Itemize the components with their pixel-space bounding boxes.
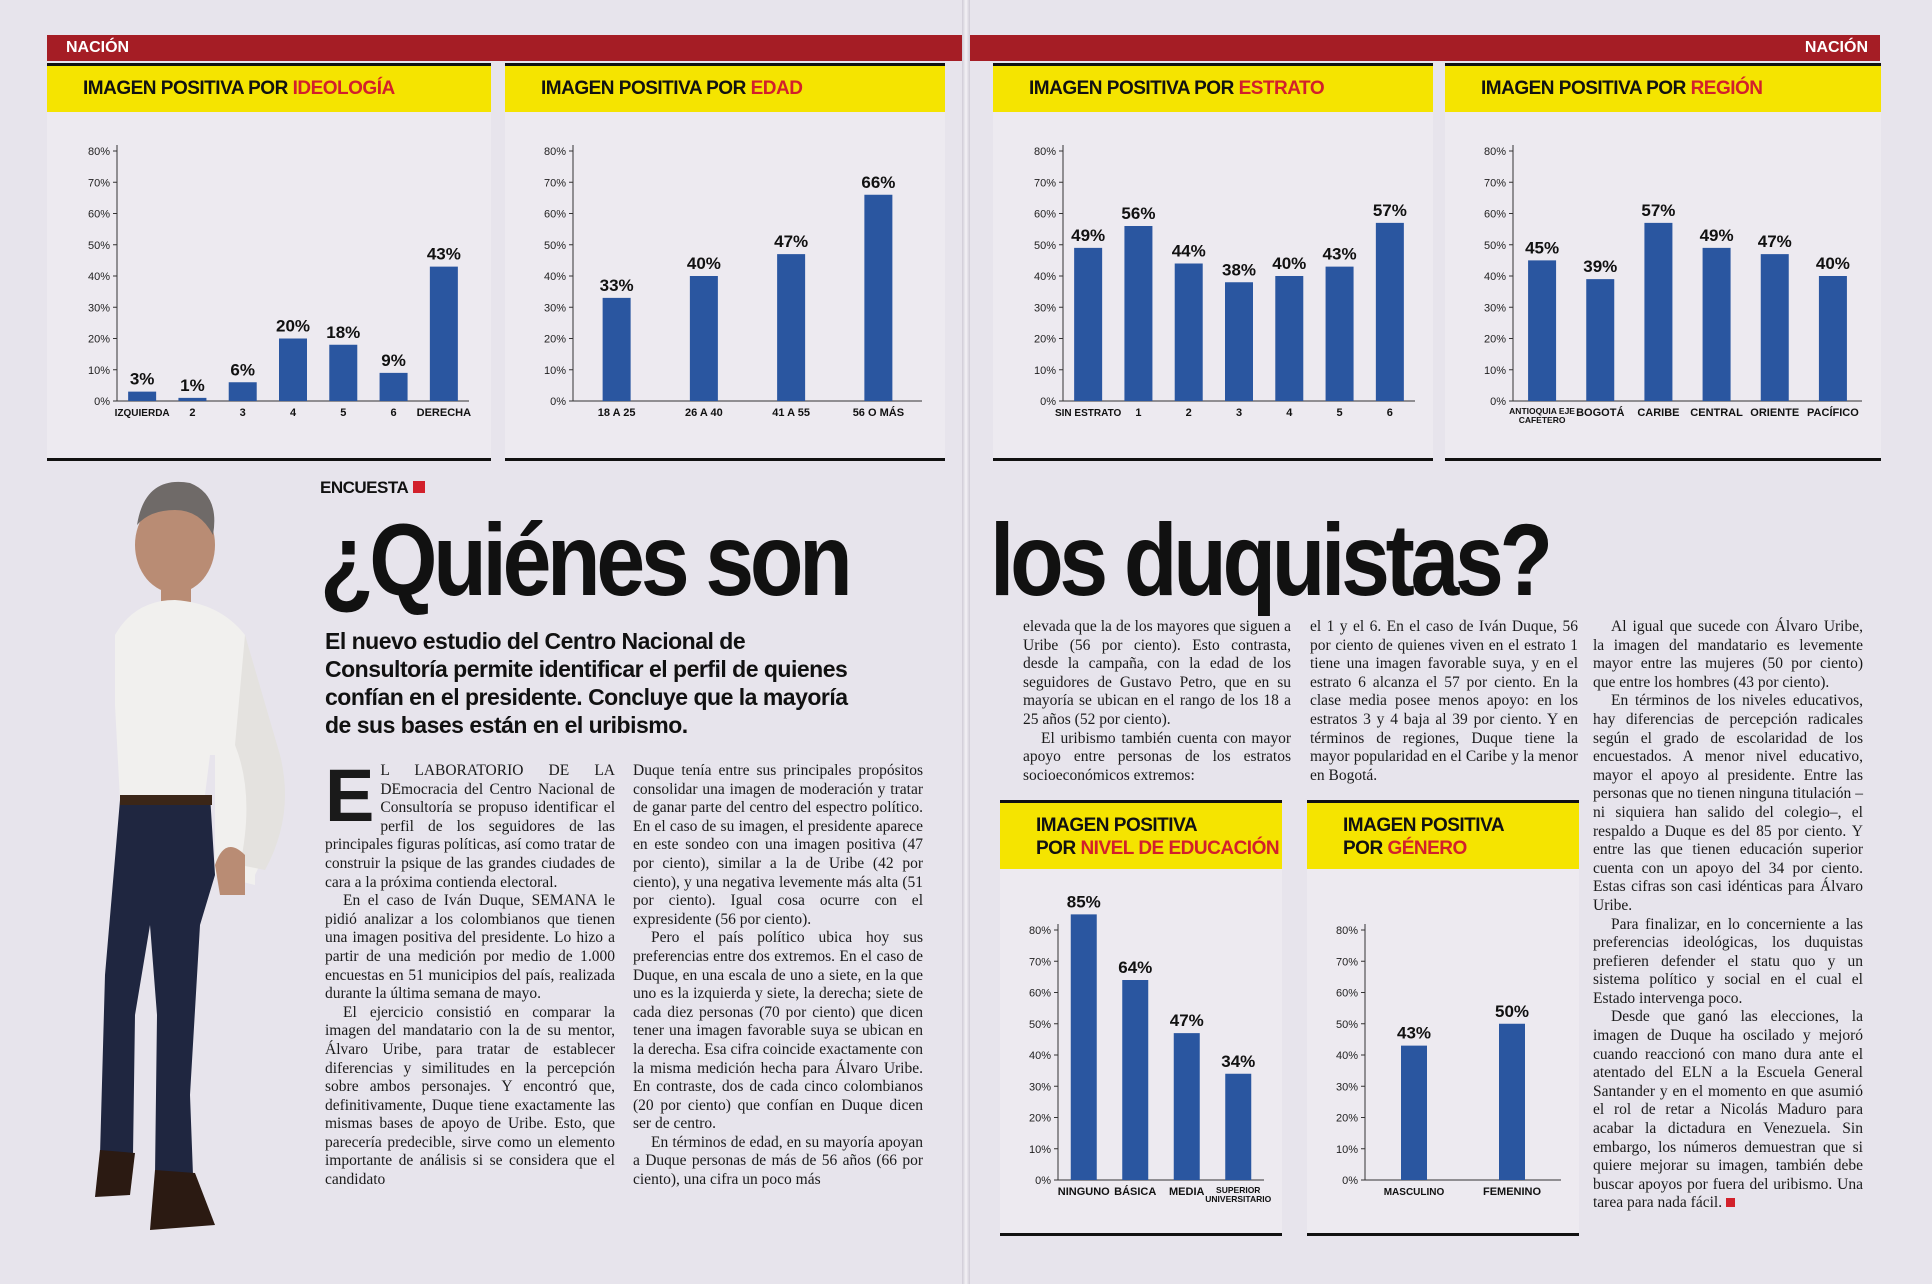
y-tick-label: 50%	[1033, 239, 1056, 252]
bar	[1761, 254, 1789, 401]
bar	[603, 298, 631, 401]
data-label: 18%	[326, 322, 361, 342]
body-column-1	[325, 754, 615, 1190]
y-tick-label: 60%	[1028, 987, 1051, 1000]
x-tick-label: CENTRAL	[1690, 407, 1743, 419]
headline-part-1: ¿Quiénes son	[320, 503, 849, 617]
y-tick-label: 50%	[1335, 1018, 1358, 1031]
data-label: 34%	[1221, 1051, 1256, 1071]
bar	[1174, 1033, 1200, 1180]
chart-panel-ideologia	[47, 63, 491, 461]
kicker: ENCUESTA	[320, 478, 425, 498]
data-label: 49%	[1071, 225, 1106, 245]
y-tick-label: 50%	[87, 239, 110, 252]
x-tick-label: UNIVERSITARIO	[1205, 1194, 1272, 1204]
data-label: 50%	[1494, 1001, 1530, 1021]
chart-panel-educacion	[1000, 800, 1282, 1236]
bar	[229, 382, 257, 401]
bar	[1225, 1074, 1251, 1180]
x-tick-label: 26 A 40	[685, 407, 723, 419]
paragraph: En términos de los niveles educativos, hay diferencias de percepción radicales según el grado de escolaridad de los encuestados. A menor nivel educativo, mayor el apoyo al presidente. Entre las personas que no tienen ninguna titulación –ni siquiera han salido del colegio–, el respaldo a Duque es del 85 por ciento. Y entre las que tienen educación superior cuenta con un apoyo del 34 por ciento. Estas cifras son casi idénticas para Álvaro Uribe.	[1593, 692, 1863, 914]
x-tick-label: FEMENINO	[1482, 1186, 1542, 1198]
bar	[380, 373, 408, 401]
y-tick-label: 10%	[1335, 1143, 1358, 1156]
chart-region	[1445, 115, 1881, 455]
president-photo	[95, 455, 315, 1245]
bar	[1124, 226, 1152, 401]
y-tick-label: 80%	[1335, 925, 1358, 937]
data-label: 47%	[1757, 232, 1792, 252]
paragraph: Desde que ganó las elecciones, la imagen de Duque ha oscilado y mejoró cuando reaccionó con mano dura ante el atentado del ELN a la Escuela General Santander y en el momento en que asumió el rol de retar a Nicolás Maduro para acabar la dictadura en Venezuela. Sin embargo, los números demuestran que si quiere mejorar su imagen, también debe buscar apoyos por fuera del uribismo. Una tarea para nada fácil.	[1593, 1008, 1863, 1212]
y-tick-label: 30%	[1335, 1081, 1358, 1094]
x-tick-label: 6	[390, 407, 397, 419]
y-tick-label: 40%	[87, 271, 110, 283]
x-tick-label: CAFETERO	[1518, 415, 1566, 425]
y-tick-label: 20%	[543, 333, 566, 346]
bar	[329, 345, 357, 401]
chart-panel-edad	[505, 63, 945, 461]
data-label: 40%	[1272, 254, 1307, 273]
x-tick-label: 1	[1135, 407, 1142, 419]
x-tick-label: BÁSICA	[1114, 1186, 1157, 1198]
x-tick-label: 6	[1386, 407, 1393, 419]
paragraph: Pero el país político ubica hoy sus preferencias entre dos extremos. En el caso de Duque, en una escala de uno a siete, en la que uno es la izquierda y siete, la derecha; siete de cada diez personas (70 por ciento) que dicen tener una imagen favorable suya se ubican en la derecha. Esa cifra coincide exactamente con la misma medición hecha para Álvaro Uribe. En contraste, dos de cada cinco colombianos (20 por ciento) que confían en Duque dicen ser de centro.	[633, 929, 923, 1133]
x-tick-label: SUPERIOR	[1216, 1185, 1261, 1195]
y-tick-label: 80%	[87, 146, 110, 158]
chart-panel-estrato	[993, 63, 1433, 461]
data-label: 9%	[381, 350, 406, 370]
x-tick-label: 3	[239, 407, 246, 419]
y-tick-label: 70%	[87, 177, 110, 190]
y-tick-label: 0%	[94, 396, 110, 408]
paragraph: elevada que la de los mayores que siguen a Uribe (56 por ciento). Esto contrasta, desde la campaña, con la edad de los seguidores de Gustavo Petro, que en su mayoría se ubican en el rango de los 18 a 25 años (52 por ciento).	[1023, 618, 1291, 728]
bar	[1401, 1046, 1427, 1180]
chart-genero	[1307, 872, 1579, 1230]
y-tick-label: 20%	[1335, 1112, 1358, 1125]
y-tick-label: 70%	[543, 177, 566, 190]
data-label: 38%	[1221, 260, 1257, 280]
body-column-4	[1310, 618, 1578, 785]
bar	[1703, 248, 1731, 401]
x-tick-label: CARIBE	[1637, 407, 1680, 419]
x-tick-label: 5	[340, 407, 347, 419]
paragraph: En términos de edad, en su mayoría apoyan a Duque personas de más de 56 años (66 por ciento), una cifra un poco más	[633, 1133, 923, 1189]
y-tick-label: 40%	[1028, 1050, 1051, 1062]
data-label: 43%	[1322, 244, 1357, 264]
kicker-square	[413, 481, 425, 493]
chart-estrato	[993, 115, 1433, 455]
paragraph: El ejercicio consistió en comparar la imagen del mandatario con la de su mentor, Álvaro Uribe, para tratar de establecer diferencias y similitudes en la percepción sobre ambos personajes. Y encontró que, definitivamente, Duque tiene exactamente las mismas bases de apoyo de Uribe. Esto, que parecería predecible, sirve como un elemento importante de análisis si se considera que el candidato	[325, 1003, 615, 1189]
y-tick-label: 50%	[543, 239, 566, 252]
data-label: 3%	[129, 369, 155, 389]
bar	[1275, 276, 1303, 401]
chart-title: IMAGEN POSITIVA POR IDEOLOGÍA	[47, 66, 491, 112]
y-tick-label: 50%	[1028, 1018, 1051, 1031]
y-tick-label: 30%	[87, 302, 110, 315]
x-tick-label: IZQUIERDA	[114, 408, 170, 419]
x-tick-label: ORIENTE	[1750, 407, 1800, 419]
data-label: 1%	[180, 375, 205, 395]
paragraph: Para finalizar, en lo concerniente a las preferencias ideológicas, los duquistas prefieren defender el statu quo y un sistema político y social en el cual el Estado intervenga poco.	[1593, 915, 1863, 1007]
data-label: 40%	[1815, 254, 1850, 273]
chart-panel-region	[1445, 63, 1881, 461]
y-tick-label: 30%	[1033, 302, 1056, 315]
x-tick-label: MEDIA	[1169, 1186, 1205, 1198]
chart-title: IMAGEN POSITIVA POR NIVEL DE EDUCACIÓN	[1000, 803, 1282, 869]
bar	[690, 276, 718, 401]
y-tick-label: 10%	[1483, 364, 1506, 377]
paragraph: En el caso de Iván Duque, SEMANA le pidió analizar a los colombianos que tienen una imagen positiva del presidente. Lo hizo a partir de una medición por medio de 1.000 encuestas en 51 municipios del país, realizada durante la última semana de mayo.	[325, 892, 615, 1003]
bar	[1326, 267, 1354, 401]
paragraph: el 1 y el 6. En el caso de Iván Duque, 56 por ciento de quienes viven en el estrato 1 tiene una imagen favorable suya, y en el estrato 6 alcanza el 57 por ciento. En la clase media posee menos apoyo: en los estratos 3 y 4 baja al 39 por ciento. Y en términos de regiones, Duque tiene la mayor popularidad en el Caribe y la menor en Bogotá.	[1310, 618, 1578, 784]
data-label: 33%	[599, 275, 634, 295]
data-label: 20%	[275, 316, 311, 336]
bar	[178, 398, 206, 401]
y-tick-label: 50%	[1483, 239, 1506, 252]
deck: El nuevo estudio del Centro Nacional de Consultoría permite identificar el perfil de quienes confían en el presidente. Concluye que la mayoría de sus bases están en el uribismo.	[325, 628, 848, 738]
paragraph: Duque tenía entre sus principales propósitos consolidar una imagen de moderación y tratar de ganar parte del centro del espectro político. En el caso de su imagen, el presidente aparece en este sondeo con una imagen positiva (47 por ciento), similar a la de Uribe (42 por ciento), y una negativa levemente más alta (51 por ciento). Igual cosa ocurre con el expresidente (56 por ciento).	[633, 762, 923, 928]
x-tick-label: ANTIOQUIA EJE	[1509, 406, 1575, 416]
bar	[1074, 248, 1102, 401]
y-tick-label: 10%	[543, 364, 566, 377]
y-tick-label: 40%	[1483, 271, 1506, 283]
y-tick-label: 60%	[87, 208, 110, 221]
x-tick-label: BOGOTÁ	[1576, 407, 1625, 419]
headline-part-2: los duquistas?	[990, 503, 1549, 617]
drop-cap: E	[325, 754, 375, 837]
y-tick-label: 40%	[543, 271, 566, 283]
chart-title: IMAGEN POSITIVA POR GÉNERO	[1307, 803, 1579, 869]
y-tick-label: 20%	[1028, 1112, 1051, 1125]
x-tick-label: NINGUNO	[1057, 1186, 1110, 1198]
y-tick-label: 0%	[1035, 1175, 1051, 1187]
y-tick-label: 30%	[1028, 1081, 1051, 1094]
data-label: 45%	[1525, 238, 1560, 258]
data-label: 6%	[230, 360, 256, 380]
paragraph: El uribismo también cuenta con mayor apoyo entre personas de los estratos socioeconómicos extremos:	[1023, 729, 1291, 784]
section-banner-right: NACIÓN	[970, 35, 1880, 61]
y-tick-label: 10%	[87, 364, 110, 377]
bar	[1071, 914, 1097, 1180]
y-tick-label: 80%	[1033, 146, 1056, 158]
chart-title: IMAGEN POSITIVA POR REGIÓN	[1445, 66, 1881, 112]
bar	[430, 267, 458, 401]
data-label: 85%	[1066, 892, 1101, 912]
bar	[1819, 276, 1847, 401]
y-tick-label: 80%	[543, 146, 566, 158]
x-tick-label: 41 A 55	[772, 407, 810, 419]
y-tick-label: 0%	[1490, 396, 1506, 408]
data-label: 43%	[426, 244, 461, 264]
bar	[1499, 1024, 1525, 1180]
data-label: 44%	[1171, 241, 1206, 261]
data-label: 39%	[1583, 257, 1618, 277]
data-label: 47%	[774, 232, 809, 252]
y-tick-label: 60%	[1335, 987, 1358, 1000]
x-tick-label: 4	[1286, 407, 1293, 419]
data-label: 43%	[1396, 1023, 1432, 1043]
y-tick-label: 20%	[87, 333, 110, 346]
bar	[1528, 260, 1556, 401]
data-label: 66%	[861, 172, 896, 192]
bar	[1175, 264, 1203, 402]
y-tick-label: 20%	[1483, 333, 1506, 346]
data-label: 57%	[1372, 200, 1407, 220]
data-label: 47%	[1169, 1011, 1204, 1031]
chart-title: IMAGEN POSITIVA POR EDAD	[505, 66, 945, 112]
end-mark	[1726, 1198, 1735, 1207]
y-tick-label: 60%	[543, 208, 566, 221]
y-tick-label: 10%	[1028, 1143, 1051, 1156]
x-tick-label: PACÍFICO	[1807, 407, 1859, 419]
x-tick-label: SIN ESTRATO	[1054, 408, 1122, 419]
x-tick-label: 2	[1185, 407, 1192, 419]
y-tick-label: 40%	[1033, 271, 1056, 283]
data-label: 64%	[1118, 958, 1153, 977]
bar	[777, 254, 805, 401]
y-tick-label: 0%	[1040, 396, 1056, 408]
x-tick-label: 2	[189, 407, 196, 419]
bar	[1376, 223, 1404, 401]
chart-educacion	[1000, 872, 1282, 1230]
bar	[864, 195, 892, 401]
x-tick-label: 5	[1336, 407, 1343, 419]
x-tick-label: 4	[289, 407, 297, 419]
y-tick-label: 70%	[1028, 956, 1051, 969]
y-tick-label: 70%	[1033, 177, 1056, 190]
bar	[1644, 223, 1672, 401]
y-tick-label: 80%	[1028, 925, 1051, 937]
x-tick-label: 56 O MÁS	[852, 407, 905, 419]
y-tick-label: 0%	[1342, 1175, 1358, 1187]
bar	[128, 392, 156, 401]
x-tick-label: MASCULINO	[1383, 1187, 1445, 1198]
bar	[1122, 980, 1148, 1180]
paragraph: Al igual que sucede con Álvaro Uribe, la imagen del mandatario es levemente mayor entre las mujeres (50 por ciento) que entre los hombres (43 por ciento).	[1593, 618, 1863, 691]
y-tick-label: 30%	[1483, 302, 1506, 315]
chart-ideologia	[47, 115, 491, 455]
chart-panel-genero	[1307, 800, 1579, 1236]
data-label: 56%	[1121, 204, 1156, 223]
data-label: 40%	[686, 254, 721, 273]
x-tick-label: 3	[1235, 407, 1243, 419]
bar	[1586, 279, 1614, 401]
body-column-2	[633, 762, 923, 1190]
data-label: 57%	[1641, 200, 1676, 220]
y-tick-label: 40%	[1335, 1050, 1358, 1062]
x-tick-label: 18 A 25	[597, 407, 636, 419]
y-tick-label: 80%	[1483, 146, 1506, 158]
y-tick-label: 70%	[1483, 177, 1506, 190]
y-tick-label: 30%	[543, 302, 566, 315]
page-gutter	[962, 0, 970, 1284]
bar	[1225, 282, 1253, 401]
chart-title: IMAGEN POSITIVA POR ESTRATO	[993, 66, 1433, 112]
y-tick-label: 60%	[1033, 208, 1056, 221]
paragraph: L LABORATORIO DE LA DEmocracia del Centro Nacional de Consultoría se propuso identificar el perfil de los seguidores de las principales figuras políticas, así como tratar de construir la psique de las grandes ciudades de cara a la próxima contienda electoral.	[325, 762, 615, 891]
y-tick-label: 70%	[1335, 956, 1358, 969]
y-tick-label: 20%	[1033, 333, 1056, 346]
y-tick-label: 10%	[1033, 364, 1056, 377]
body-column-3	[1023, 618, 1291, 785]
section-banner-left: NACIÓN	[47, 35, 962, 61]
x-tick-label: DERECHA	[416, 407, 472, 419]
data-label: 49%	[1699, 225, 1734, 245]
chart-edad	[505, 115, 945, 455]
y-tick-label: 60%	[1483, 208, 1506, 221]
body-column-5	[1593, 618, 1863, 1213]
bar	[279, 339, 307, 402]
y-tick-label: 0%	[550, 396, 566, 408]
